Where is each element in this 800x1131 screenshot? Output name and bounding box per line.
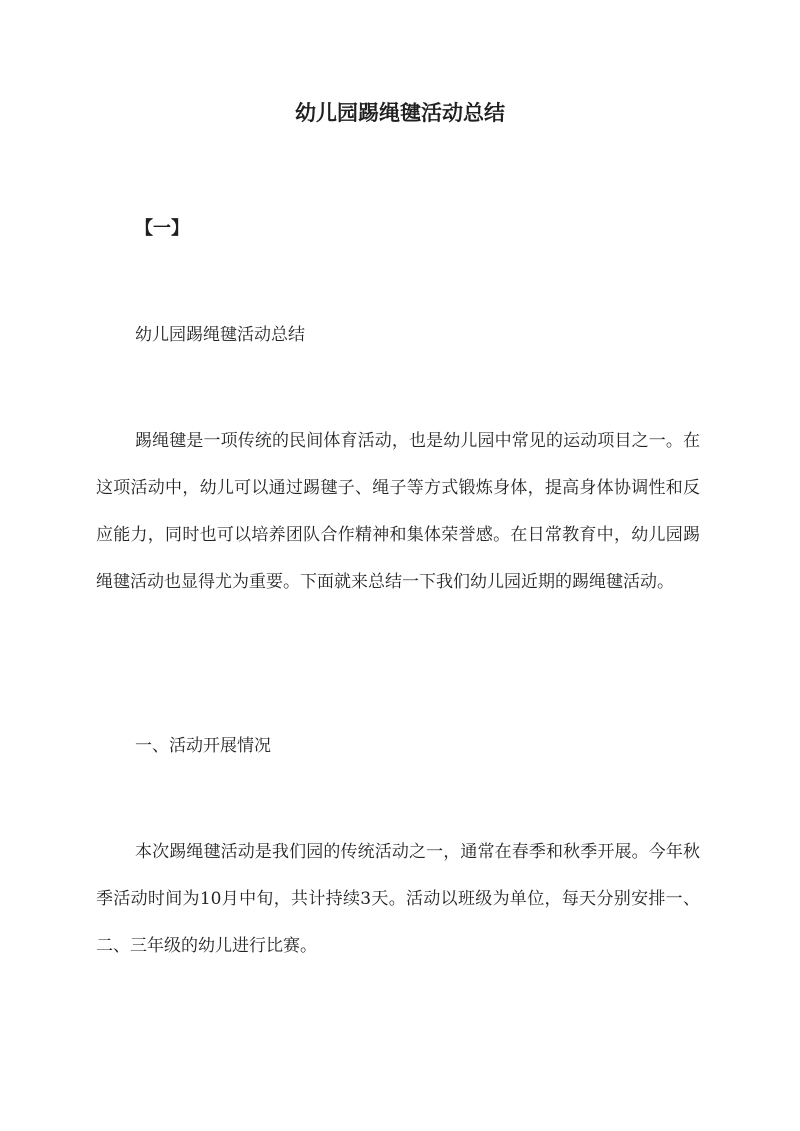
intro-paragraph-container: [96, 418, 700, 606]
section-marker: 【一】: [135, 218, 189, 239]
activity-paragraph: 本次踢绳毽活动是我们园的传统活动之一，通常在春季和秋季开展。今年秋季活动时间为10月中旬，共计持续3天。活动以班级为单位，每天分别安排一、二、三年级的幼儿进行比赛。: [96, 842, 700, 956]
activity-paragraph-container: [96, 829, 700, 970]
section-heading-activity: 一、活动开展情况: [135, 736, 271, 756]
document-title: 幼儿园踢绳毽活动总结: [295, 100, 505, 125]
intro-paragraph: 踢绳毽是一项传统的民间体育活动，也是幼儿园中常见的运动项目之一。在这项活动中，幼儿可以通过踢毽子、绳子等方式锻炼身体，提高身体协调性和反应能力，同时也可以培养团队合作精神和集体荣誉感。在日常教育中，幼儿园踢绳毽活动也显得尤为重要。下面就来总结一下我们幼儿园近期的踢绳毽活动。: [96, 431, 700, 592]
document-subtitle: 幼儿园踢绳毽活动总结: [135, 325, 305, 345]
